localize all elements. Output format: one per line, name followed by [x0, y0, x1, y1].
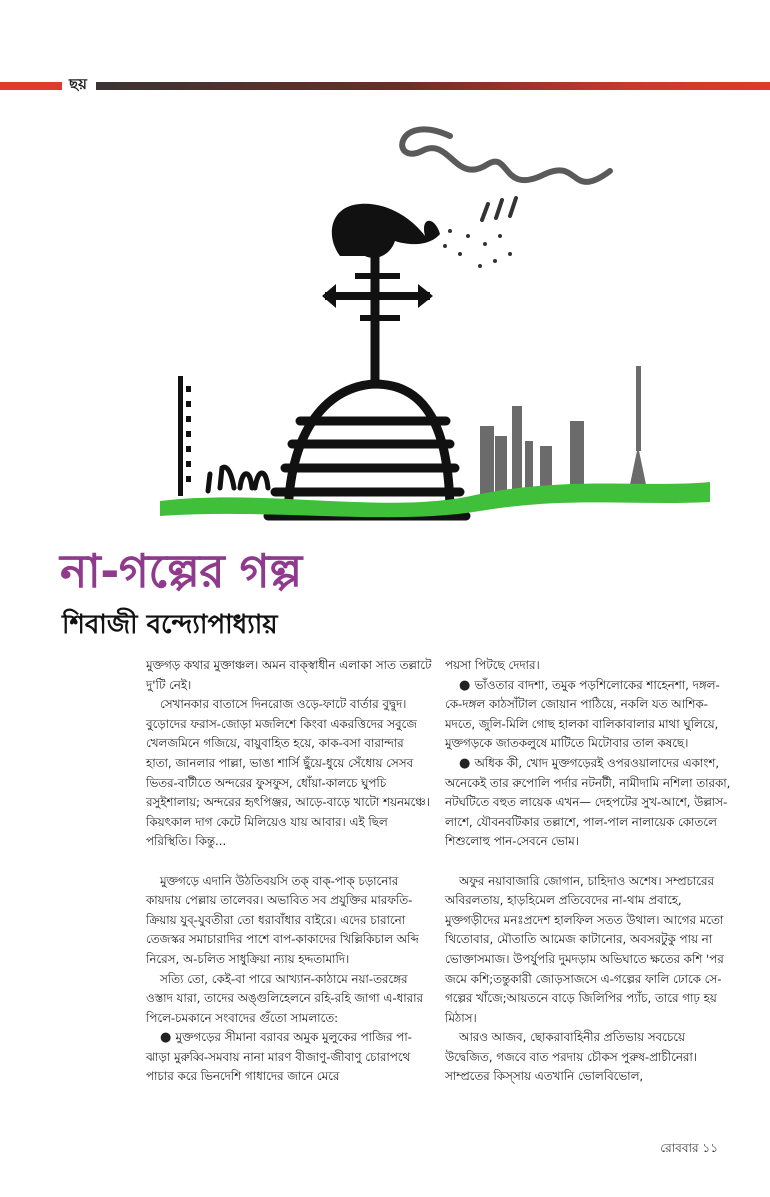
text-column-right	[445, 656, 731, 1087]
vane-arrow-right	[418, 284, 433, 308]
top-rule-gradient-segment	[96, 82, 770, 90]
paragraph: পয়সা পিটছে দেদার।	[445, 658, 540, 672]
ink-illustration	[150, 96, 720, 526]
top-rule-red-segment	[0, 82, 62, 90]
right-buildings	[480, 366, 648, 494]
rain-streaks	[482, 198, 516, 220]
paragraph: অফুর নয়াবাজারি জোগান, চাহিদাও অশেষ। সম্প্রচারের অবিরলতায়, হাড়হিমেল প্রতিবেদের না-থাম প্রবাহে, মুক্তগড়ীদের মনঃপ্রদেশ হালফিল সতত উথাল। আগের মতো থিতোবার, মৌতাতি আমেজ কাটানোর, অবসরটুকু পায় না ভোক্তাসমাজ। উপর্যুপরি দুমদড়াম অভিঘাতে ক্ষতের কশি 'পর জমে কশি;তন্তুকারী জোড়সাজসে এ-গল্পের ফালি ঢোকে সে-গল্পের খাঁজে;আয়তনে বাড়ে জিলিপির প্যাঁচ, তারে গাঢ় হয় মিঠাস।	[445, 873, 724, 1025]
paragraph: মুক্তগড়ে এদানি উঠতিবয়সি তক্‌ বাক্‌-পাক্‌ চড়ানোর কায়দায় পেল্লায় তালেবর। অভাবিত সব প্রযুক্তির মারফতি-ক্রিয়ায় যুব্‌-যুবতীরা তো ধরাবাঁধার বাইরে। এদের চারানো তেজস্কর সমাচারাদির পাশে বাপ-কাকাদের খিল্লিকিচাল অব্দি নিরেস, অ-চলিত সাধুক্রিয়া ন্যায় হদ্দতামাদি।	[146, 873, 419, 966]
bullet-icon: ●	[459, 677, 475, 693]
page-footer: রোববার ১১	[660, 1141, 718, 1155]
text-column-left	[146, 656, 432, 1087]
vane-arrow-left	[322, 284, 336, 308]
bullet-paragraph: ● অধিক কী, খোদ মুক্তগড়েরই ওপরওয়ালাদের একাংশ, অনেকেই তার রুপোলি পর্দার নটনটী, নামীদামি নশিলা তারকা, নটঘটিতে বহুত লায়েক এখন— দেহপটের সুখ-আশে, উল্লাস-লাশে, যৌবনবটিকার তল্লাশে, পাল-পাল নালায়েক কোতলে শিশুলোহু পান-সেবনে ভোম।	[445, 755, 731, 849]
left-tower	[178, 376, 191, 496]
paragraph: সেখানকার বাতাসে দিনরোজ ওড়ে-ফাটে বার্তার বুদ্বুদ। বুড়োদের ফরাস-জোড়া মজলিশে কিংবা একরত্তিদের সবুজে খেলজমিনে গজিয়ে, বায়ুবাহিত হয়ে, কাক-বসা বারান্দার হাতা, জানলার পাল্লা, ভাঙা শার্সি ছুঁয়ে-ধুয়ে সেঁধোয় সেসব ভিতর-বাটীতে অন্দরের ফুসফুস, ধোঁয়া-কালচে ঘুপচি রসুইশালায়; অন্দরের হৃৎপিঞ্জর, আড়ে-বাড়ে খাটো শয়নমঞ্চে। কিয়ৎকাল দাগ কেটে মিলিয়েও যায় আবার। এই ছিল পরিস্থিতি। কিন্তু...	[146, 697, 430, 849]
paragraph: সত্যি তো, কেই-বা পারে আখ্যান-কাঠামে নয়া-তরঙ্গের ওস্তাদ যারা, তাদের অঙ্গুলিহেলনে রহি-রহি জাগা এ-ধারার পিলে-চমকানে সংবাদের গুঁতো সামলাতে:	[146, 971, 424, 1025]
bullet-paragraph: ● ভাঁওতার বাদশা, তমুক পড়শিলোকের শাহেনশা, দঙ্গল-কে-দঙ্গল কাঠসাঁটাল জোয়ান পাঠিয়ে, নকলি যত আশিক-মদতে, জুলি-মিলি গোছ হালকা বালিকাবালার মাথা ঘুলিয়ে, মুক্তগড়কে জাতকলুষে মাটিতে মিটোবার তাল কষছে।	[445, 677, 720, 751]
vane-bird	[332, 204, 440, 258]
bullet-icon: ●	[459, 755, 475, 771]
bullet-icon: ●	[160, 1030, 176, 1046]
paragraph: মুক্তগড় কথার মুক্তাঞ্চল। অমন বাক্‌স্বাধীন এলাকা সাত তল্লাটে দু'টি নেই।	[146, 658, 432, 692]
article-title: না-গল্পের গল্প	[60, 544, 302, 598]
article-author: শিবাজী বন্দ্যোপাধ্যায়	[62, 610, 278, 640]
section-label: ছয়	[66, 73, 90, 98]
bullet-paragraph: ● মুক্তগড়ের সীমানা বরাবর অমুক মুলুকের পাজির পা-ঝাড়া মুরুব্বি-সমবায় নানা মারণ বীজাণু-জীবাণু চোরাপথে পাচার করে ভিনদেশি গাধাদের জানে মেরে	[146, 1030, 412, 1084]
paragraph: আরও আজব, ছোকরাবাহিনীর প্রতিভায় সবচেয়ে উদ্বেজিত, গজবে বাত পরদায় চৌকস পুরুষ-প্রাচীনেরা। সাম্প্রতের কিস্‌সায় এতখানি ভোলবিভোল,	[445, 1030, 697, 1084]
cloud-scribble	[402, 129, 610, 182]
top-rule	[0, 82, 770, 90]
rain-drops	[443, 229, 512, 268]
left-squiggles	[208, 467, 268, 491]
